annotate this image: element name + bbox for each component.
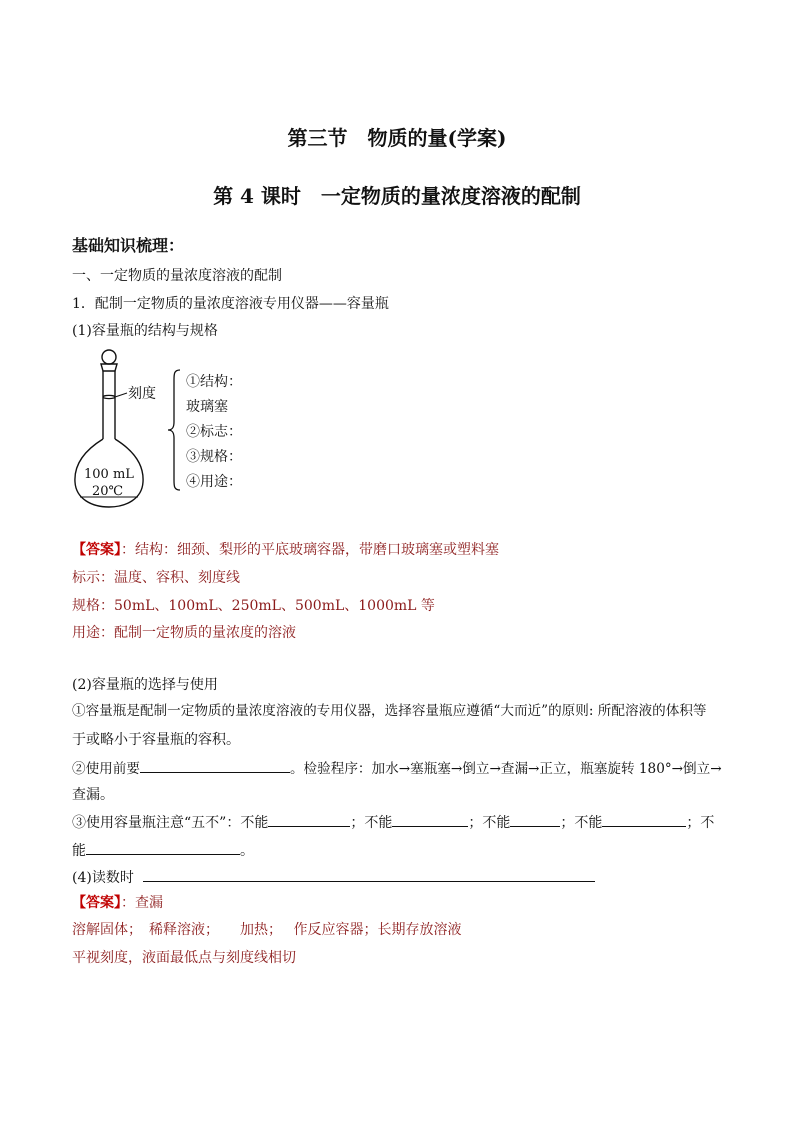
- answer-text: 规格：50mL、100mL、250mL、500mL、1000mL 等: [72, 598, 435, 614]
- fill-blank[interactable]: [602, 812, 686, 827]
- answer-text: ：查漏: [121, 895, 163, 911]
- flask-item-marking: ②标志：: [186, 424, 242, 440]
- section-heading: 基础知识梳理：: [72, 236, 185, 255]
- answer-text: 用途：配制一定物质的量浓度的溶液: [72, 625, 296, 641]
- flask-item-stopper: 玻璃塞: [186, 399, 228, 415]
- text-line: ②使用前要 。检验程序：加水→塞瓶塞→倒立→查漏→正立，瓶塞旋转 180°→倒立→: [72, 758, 722, 779]
- page-title: 第三节 物质的量(学案): [287, 126, 507, 150]
- answer-tag: 【答案】: [72, 895, 121, 911]
- fill-blank[interactable]: [86, 840, 240, 855]
- text-line: 查漏。: [72, 787, 114, 803]
- answer-text: ：结构：细颈、梨形的平底玻璃容器，带磨口玻璃塞或塑料塞: [121, 542, 499, 558]
- answer-text: 标示：温度、容积、刻度线: [72, 570, 240, 586]
- answer-block-2: [72, 893, 163, 913]
- fill-blank[interactable]: [140, 758, 290, 773]
- scale-label: 刻度: [128, 386, 156, 402]
- fill-blank[interactable]: [392, 812, 468, 827]
- subsection-heading: (2)容量瓶的选择与使用: [72, 677, 218, 693]
- flask-item-structure: ①结构：: [186, 374, 242, 390]
- answer-text: 溶解固体； 稀释溶液； 加热； 作反应容器；长期存放溶液: [72, 922, 462, 938]
- text-line: 1．配制一定物质的量浓度溶液专用仪器——容量瓶: [72, 296, 389, 312]
- fill-blank[interactable]: [510, 812, 560, 827]
- fill-blank[interactable]: [143, 867, 595, 882]
- text-line: 能 。: [72, 840, 254, 861]
- text-line: ③使用容量瓶注意“五不”：不能 ；不能 ；不能 ；不能 ；不: [72, 812, 714, 833]
- flask-item-spec: ③规格：: [186, 449, 242, 465]
- volume-label: 100 mL: [84, 467, 134, 482]
- text-line: ①容量瓶是配制一定物质的量浓度溶液的专用仪器，选择容量瓶应遵循“大而近”的原则: 所配溶液的体积等: [72, 703, 707, 719]
- brace-icon: [166, 368, 182, 492]
- text-line: 于或略小于容量瓶的容积。: [72, 732, 240, 748]
- text-line: (4)读数时: [72, 867, 595, 888]
- answer-text: 平视刻度，液面最低点与刻度线相切: [72, 950, 296, 966]
- answer-block-1: [72, 540, 499, 560]
- temperature-label: 20℃: [92, 484, 124, 499]
- text-line: (1)容量瓶的结构与规格: [72, 323, 218, 339]
- flask-item-use: ④用途：: [186, 474, 242, 490]
- fill-blank[interactable]: [268, 812, 350, 827]
- lesson-title: 第 4 课时 一定物质的量浓度溶液的配制: [213, 184, 581, 208]
- answer-tag: 【答案】: [72, 542, 121, 558]
- text-line: 一、一定物质的量浓度溶液的配制: [72, 268, 282, 284]
